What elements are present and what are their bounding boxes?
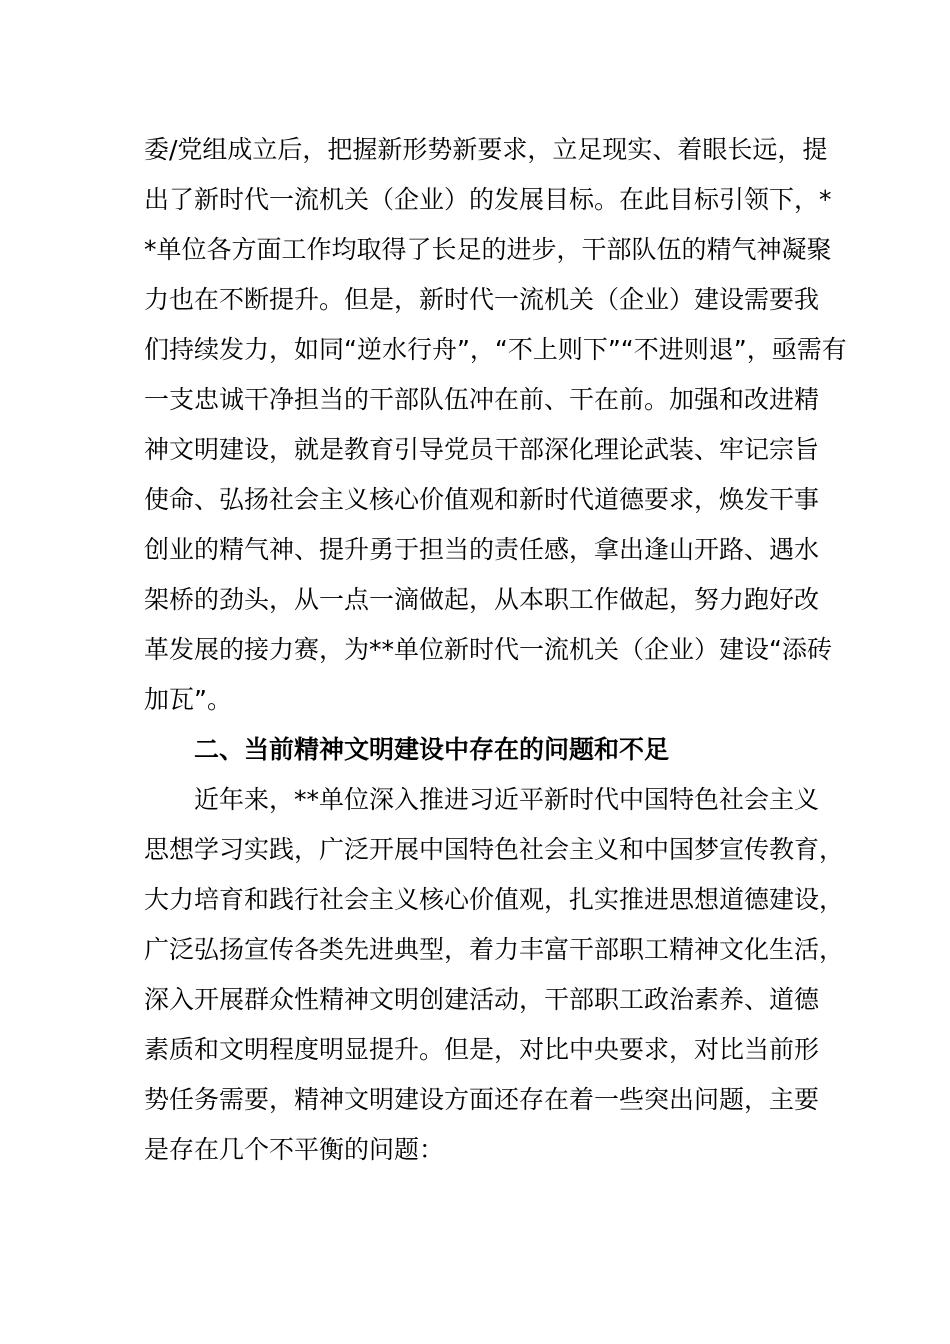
paragraph-line: 素质和文明程度明显提升。但是，对比中央要求，对比当前形	[144, 1035, 820, 1064]
paragraph-line: 创业的精气神、提升勇于担当的责任感，拿出逢山开路、遇水	[144, 535, 820, 564]
paragraph-line: *单位各方面工作均取得了长足的进步，干部队伍的精气神凝聚	[144, 235, 832, 264]
paragraph-line: 力也在不断提升。但是，新时代一流机关（企业）建设需要我	[144, 285, 820, 314]
paragraph-line: 使命、弘扬社会主义核心价值观和新时代道德要求，焕发干事	[144, 485, 820, 514]
paragraph-current-problems	[144, 775, 845, 1175]
paragraph-line: 们持续发力，如同“逆水行舟”，“不上则下”“不进则退”，亟需有	[144, 335, 847, 364]
paragraph-line: 加瓦”。	[144, 685, 232, 714]
paragraph-line: 架桥的劲头，从一点一滴做起，从本职工作做起，努力跑好改	[144, 585, 820, 614]
paragraph-line: 思想学习实践，广泛开展中国特色社会主义和中国梦宣传教育，	[144, 835, 845, 864]
paragraph-line: 神文明建设，就是教育引导党员干部深化理论武装、牢记宗旨	[144, 435, 820, 464]
paragraph-line: 大力培育和践行社会主义核心价值观，扎实推进思想道德建设，	[144, 885, 845, 914]
paragraph-line: 一支忠诚干净担当的干部队伍冲在前、干在前。加强和改进精	[144, 385, 820, 414]
paragraph-line: 是存在几个不平衡的问题：	[144, 1135, 445, 1164]
paragraph-line: 深入开展群众性精神文明创建活动，干部职工政治素养、道德	[144, 985, 820, 1014]
paragraph-line: 出了新时代一流机关（企业）的发展目标。在此目标引领下，*	[144, 185, 832, 214]
paragraph-development-goals	[144, 125, 847, 725]
paragraph-line: 革发展的接力赛，为**单位新时代一流机关（企业）建设“添砖	[144, 635, 832, 664]
paragraph-line: 势任务需要，精神文明建设方面还存在着一些突出问题，主要	[144, 1085, 820, 1114]
paragraph-line: 广泛弘扬宣传各类先进典型，着力丰富干部职工精神文化生活，	[144, 935, 845, 964]
section-heading: 二、当前精神文明建设中存在的问题和不足	[194, 735, 670, 764]
paragraph-line: 委/党组成立后，把握新形势新要求，立足现实、着眼长远，提	[144, 135, 828, 164]
paragraph-line: 近年来，**单位深入推进习近平新时代中国特色社会主义	[194, 785, 820, 814]
document-body	[144, 125, 847, 1175]
